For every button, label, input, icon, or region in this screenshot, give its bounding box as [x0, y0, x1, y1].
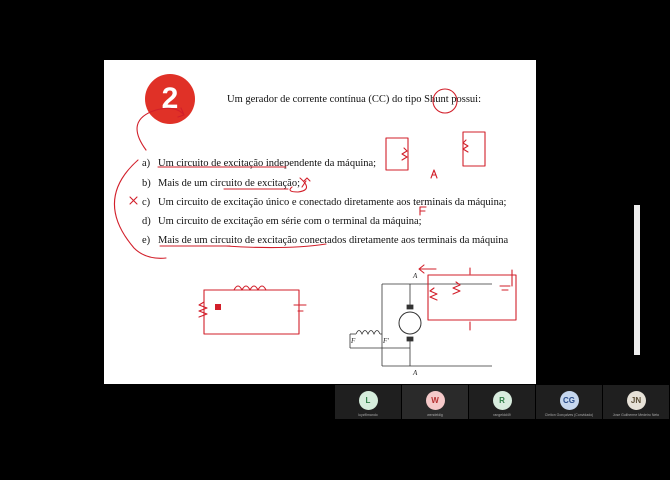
avatar: JN — [627, 391, 646, 410]
option-text: Um circuito de excitação independente da máquina; — [158, 158, 377, 169]
option-e — [142, 235, 508, 246]
avatar: L — [359, 391, 378, 410]
option-letter: e) — [142, 235, 151, 246]
participant-name: wendeldig — [427, 413, 443, 417]
option-letter: c) — [142, 197, 151, 208]
presentation-slide — [104, 60, 536, 384]
participants-strip — [335, 385, 670, 419]
participant-tile[interactable] — [469, 385, 536, 419]
participant-name: Jose Guilherme Medeiro Neto — [612, 413, 660, 417]
pointer-cursor — [215, 304, 221, 310]
option-text: Mais de um circuito de excitação; — [158, 178, 300, 189]
option-letter: d) — [142, 216, 151, 227]
participant-tile[interactable] — [335, 385, 402, 419]
option-text: Um circuito de excitação único e conectado diretamente aos terminais da máquina; — [158, 197, 507, 208]
participant-name: luyzfilmando — [358, 413, 378, 417]
option-a — [142, 158, 376, 169]
handwritten-annotations — [114, 89, 516, 334]
option-letter: b) — [142, 178, 151, 189]
option-b — [142, 178, 300, 189]
question-number-badge: 2 — [145, 74, 195, 124]
participant-tile[interactable] — [603, 385, 670, 419]
participant-name: Cleiton Gonçalves (Convidado) — [544, 413, 594, 417]
avatar: W — [426, 391, 445, 410]
option-text: Um circuito de excitação em série com o terminal da máquina; — [158, 216, 422, 227]
option-d — [142, 216, 422, 227]
circuit-label-bottom: A — [413, 369, 418, 377]
option-text: Mais de um circuito de excitação conectados diretamente aos terminais da máquina — [158, 235, 509, 246]
side-panel-edge — [634, 205, 640, 355]
option-letter: a) — [142, 158, 151, 169]
participant-name: rangeldd49 — [493, 413, 511, 417]
avatar: R — [493, 391, 512, 410]
circuit-label-top: A — [413, 272, 418, 280]
avatar: CG — [560, 391, 579, 410]
participant-tile[interactable] — [402, 385, 469, 419]
participant-tile[interactable] — [536, 385, 603, 419]
circuit-label-field-left: F — [351, 337, 356, 345]
circuit-label-field-right: F' — [383, 337, 389, 345]
option-c — [142, 197, 506, 208]
question-text: Um gerador de corrente contínua (CC) do tipo Shunt possui: — [227, 94, 481, 105]
shunt-generator-circuit — [350, 284, 492, 366]
